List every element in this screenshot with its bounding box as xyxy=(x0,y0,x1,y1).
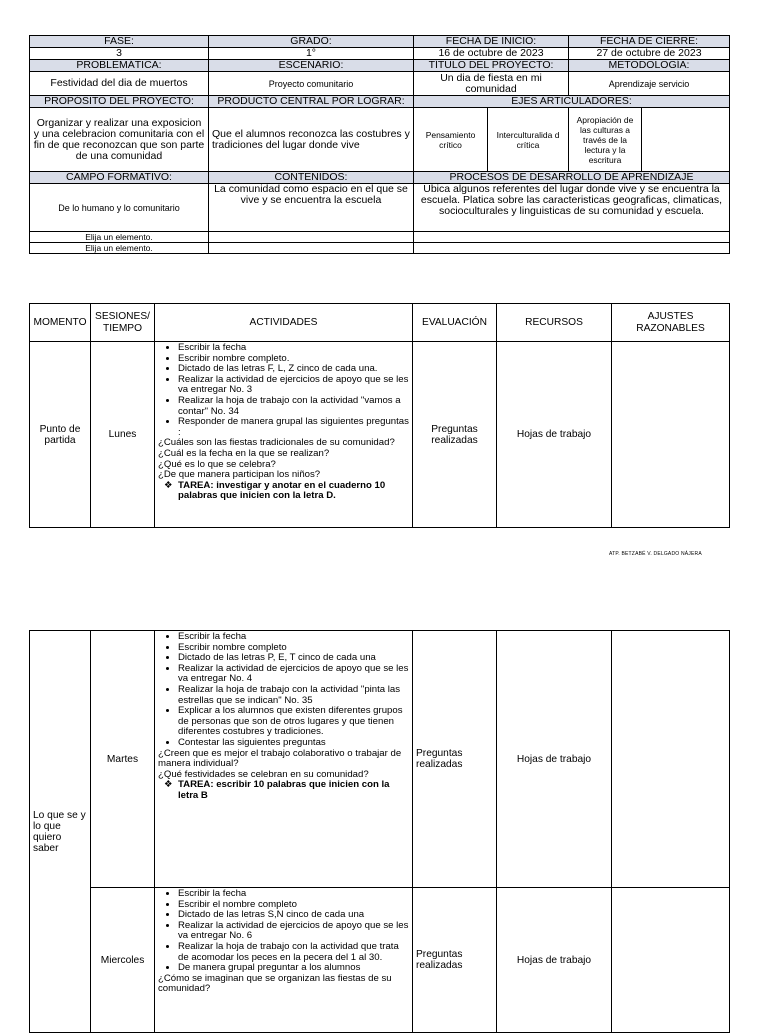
row-momento: Punto de partida xyxy=(30,342,91,528)
procesos-value: Ubica algunos referentes del lugar donde vive y se encuentra la escuela. Platica sobre las caracteristicas geograficas, climaticas, socioculturales y linguisticas de su comunidad y escuela. xyxy=(414,184,730,232)
row-evaluacion: Preguntas realizadas xyxy=(413,888,497,1033)
col-actividades: ACTIVIDADES xyxy=(155,304,413,342)
col-evaluacion: EVALUACIÓN xyxy=(413,304,497,342)
list-item: • Escribir la fecha xyxy=(178,343,409,354)
fecha-inicio-value: 16 de octubre de 2023 xyxy=(414,48,569,60)
row-momento: Lo que se y lo que quiero saber xyxy=(30,631,91,1033)
grado-label: GRADO: xyxy=(209,36,414,48)
activity-list xyxy=(158,889,409,974)
fecha-inicio-label: FECHA DE INICIO: xyxy=(414,36,569,48)
procesos-label: PROCESOS DE DESARROLLO DE APRENDIZAJE xyxy=(414,172,730,184)
fase-value: 3 xyxy=(30,48,209,60)
row-evaluacion: Preguntas realizadas xyxy=(413,631,497,888)
escenario-label: ESCENARIO: xyxy=(209,60,414,72)
metodologia-value: Aprendizaje servicio xyxy=(569,72,730,96)
row-recursos: Hojas de trabajo xyxy=(497,342,612,528)
contenidos-value: La comunidad como espacio en el que se vive y se encuentra la escuela xyxy=(209,184,414,232)
proposito-label: PROPÓSITO DEL PROYECTO: xyxy=(30,96,209,108)
campo-value: De lo humano y lo comunitario xyxy=(30,184,209,232)
diamond-bullet-icon: ❖ xyxy=(164,479,173,491)
eje-1: Pensamiento crítico xyxy=(414,108,488,172)
activity-list xyxy=(158,343,409,438)
producto-label: PRODUCTO CENTRAL POR LOGRAR: xyxy=(209,96,414,108)
problematica-label: PROBLEMÁTICA: xyxy=(30,60,209,72)
list-item: • Realizar la hoja de trabajo con la actividad "vamos a contar" No. 34 xyxy=(178,396,409,417)
question: ¿Creen que es mejor el trabajo colaborativo o trabajar de manera individual? xyxy=(158,747,402,770)
eje-2: Interculturalida d crítica xyxy=(488,108,569,172)
project-header-table xyxy=(29,35,730,254)
activity-table-page-1 xyxy=(29,303,730,528)
row-actividades xyxy=(155,342,413,528)
proposito-value: Organizar y realizar una exposicion y una celebracion comunitaria con el fin de que reconozcan que son parte de una comunidad xyxy=(30,108,209,172)
eje-3: Apropiación de las culturas a través de la lectura y la escritura xyxy=(569,108,642,172)
campo-label: CAMPO FORMATIVO: xyxy=(30,172,209,184)
row-evaluacion: Preguntas realizadas xyxy=(413,342,497,528)
row-ajustes xyxy=(612,342,730,528)
titulo-label: TÍTULO DEL PROYECTO: xyxy=(414,60,569,72)
col-sesiones: SESIONES/ TIEMPO xyxy=(91,304,155,342)
list-item: • Realizar la hoja de trabajo con la actividad "pinta las estrellas que se indican" No. 35 xyxy=(178,685,409,706)
list-item: • Dictado de las letras F, L, Z cinco de cada una. xyxy=(178,364,409,375)
activity-table-page-2 xyxy=(29,630,730,1033)
footer-credit: ATP. BETZABÉ V. DELGADO NÁJERA xyxy=(609,551,702,557)
table-row xyxy=(30,888,730,1033)
empty-cell xyxy=(209,232,414,243)
col-momento: MOMENTO xyxy=(30,304,91,342)
elija-element-2[interactable]: Elija un elemento. xyxy=(30,243,209,254)
list-item: • Realizar la actividad de ejercicios de apoyo que se les va entregar No. 4 xyxy=(178,664,409,685)
list-item: • De manera grupal preguntar a los alumnos xyxy=(178,963,409,974)
list-item: • Escribir la fecha xyxy=(178,632,409,643)
row-sesion: Miercoles xyxy=(91,888,155,1033)
activity-list xyxy=(158,632,409,749)
row-recursos: Hojas de trabajo xyxy=(497,888,612,1033)
diamond-bullet-icon: ❖ xyxy=(164,779,173,791)
fecha-cierre-value: 27 de octubre de 2023 xyxy=(569,48,730,60)
list-item: • Escribir nombre completo. xyxy=(178,354,409,365)
row-ajustes xyxy=(612,888,730,1033)
fase-label: FASE: xyxy=(30,36,209,48)
producto-value: Que el alumnos reconozca las costubres y tradiciones del lugar donde vive xyxy=(209,108,414,172)
list-item: • Escribir el nombre completo xyxy=(178,900,409,911)
row-actividades xyxy=(155,631,413,888)
contenidos-label: CONTENIDOS: xyxy=(209,172,414,184)
list-item: • Realizar la actividad de ejercicios de apoyo que se les va entregar No. 3 xyxy=(178,375,409,396)
question: ¿Cuáles son las fiestas tradicionales de su comunidad? xyxy=(158,437,395,449)
homework-task xyxy=(158,481,409,502)
task-text: TAREA: escribir 10 palabras que inicien con la letra B xyxy=(178,779,390,801)
elija-element-1[interactable]: Elija un elemento. xyxy=(30,232,209,243)
fecha-cierre-label: FECHA DE CIERRE: xyxy=(569,36,730,48)
row-ajustes xyxy=(612,631,730,888)
list-item: • Escribir nombre completo xyxy=(178,643,409,654)
table-row xyxy=(30,631,730,888)
row-actividades xyxy=(155,888,413,1033)
list-item: • Escribir la fecha xyxy=(178,889,409,900)
metodologia-label: METODOLOGÍA: xyxy=(569,60,730,72)
row-sesion: Martes xyxy=(91,631,155,888)
question: ¿Cuál es la fecha en la que se realizan? xyxy=(158,447,330,459)
row-recursos: Hojas de trabajo xyxy=(497,631,612,888)
titulo-value: Un dia de fiesta en mi comunidad xyxy=(414,72,569,96)
empty-cell xyxy=(414,243,730,254)
empty-cell xyxy=(209,243,414,254)
question: ¿Qué festividades se celebran en su comunidad? xyxy=(158,768,369,780)
escenario-value: Proyecto comunitario xyxy=(209,72,414,96)
empty-cell xyxy=(414,232,730,243)
list-item: • Dictado de las letras S,N cinco de cada una xyxy=(178,910,409,921)
problematica-value: Festividad del dia de muertos xyxy=(30,72,209,96)
ejes-label: EJES ARTICULADORES: xyxy=(414,96,730,108)
list-item: • Dictado de las letras P, E, T cinco de cada una xyxy=(178,653,409,664)
list-item: • Realizar la hoja de trabajo con la actividad que trata de acomodar los peces en la pecera del 1 al 30. xyxy=(178,942,409,963)
eje-4 xyxy=(642,108,730,172)
col-ajustes: AJUSTES RAZONABLES xyxy=(612,304,730,342)
task-text: TAREA: investigar y anotar en el cuaderno 10 palabras que inicien con la letra D. xyxy=(178,479,386,502)
question: ¿Qué es lo que se celebra? xyxy=(158,458,276,470)
homework-task xyxy=(158,780,409,801)
list-item: • Responder de manera grupal las siguientes preguntas : xyxy=(178,417,409,438)
question: ¿Cómo se imaginan que se organizan las fiestas de su comunidad? xyxy=(158,972,392,995)
list-item: • Realizar la actividad de ejercicios de apoyo que se les va entregar No. 6 xyxy=(178,921,409,942)
list-item: • Contestar las siguientes preguntas xyxy=(178,738,409,749)
list-item: • Explicar a los alumnos que existen diferentes grupos de personas que son de otros lugares y que tienen diferentes costubres y tradiciones. xyxy=(178,706,409,738)
grado-value: 1° xyxy=(209,48,414,60)
question: ¿De que manera participan los niños? xyxy=(158,469,321,481)
row-sesion: Lunes xyxy=(91,342,155,528)
table-row xyxy=(30,342,730,528)
col-recursos: RECURSOS xyxy=(497,304,612,342)
